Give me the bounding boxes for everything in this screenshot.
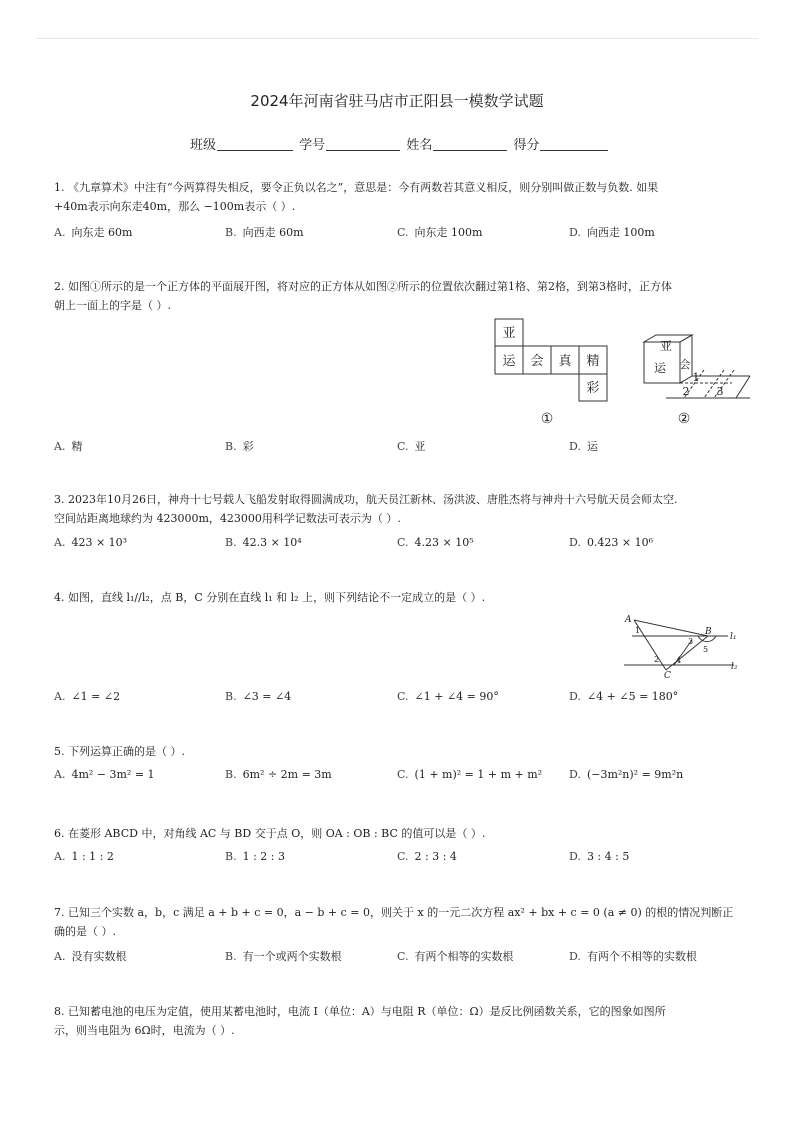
option-c[interactable]: C. 向东走 100m <box>397 226 483 239</box>
cell-number-3: 3 <box>716 385 724 398</box>
net-cell-hui: 会 <box>530 354 544 369</box>
question-text-line: 7. 已知三个实数 a，b，c 满足 a + b + c = 0，a − b + c = 0，则关于 x 的一元二次方程 ax² + bx + c = 0 (a ≠ 0) 的根的情况判断正 <box>54 906 734 919</box>
angle-2: 2 <box>654 655 660 664</box>
option-a[interactable]: A. 精 <box>54 440 83 453</box>
id-blank[interactable] <box>326 138 400 151</box>
option-c[interactable]: C. ∠1 + ∠4 = 90° <box>397 690 499 703</box>
question-1 <box>54 178 744 216</box>
option-d[interactable]: D. 3 : 4 : 5 <box>569 850 630 863</box>
question-3 <box>54 490 744 528</box>
question-8 <box>54 1002 744 1040</box>
question-text-line: 5. 下列运算正确的是（ ）. <box>54 745 185 758</box>
angle-1: 1 <box>635 626 641 635</box>
option-a[interactable]: A. 没有实数根 <box>54 950 127 963</box>
net-cell-yun: 运 <box>502 354 516 369</box>
net-cell-ya: 亚 <box>502 326 516 341</box>
question-7 <box>54 903 744 941</box>
option-c[interactable]: C. 亚 <box>397 440 426 453</box>
option-c[interactable]: C. 4.23 × 10⁵ <box>397 536 474 549</box>
figure-label-1: ① <box>540 411 554 427</box>
cell-number-1: 1 <box>692 371 700 384</box>
option-b[interactable]: B. 42.3 × 10⁴ <box>225 536 302 549</box>
option-d[interactable]: D. 向西走 100m <box>569 226 655 239</box>
question-6 <box>54 824 744 843</box>
question-text-line: 示，则当电阻为 6Ω时，电流为（ ）. <box>54 1024 235 1037</box>
option-c[interactable]: C. 2 : 3 : 4 <box>397 850 457 863</box>
question-3-options <box>54 536 754 554</box>
cube-top-ya: 亚 <box>659 339 673 353</box>
label-B: B <box>705 627 712 637</box>
option-a[interactable]: A. 423 × 10³ <box>54 536 128 549</box>
question-text-line: 8. 已知蓄电池的电压为定值，使用某蓄电池时，电流 I（单位：A）与电阻 R（单位：Ω）是反比例函数关系，它的图象如图所 <box>54 1005 666 1018</box>
score-blank[interactable] <box>540 138 608 151</box>
cube-side-hui: 会 <box>679 358 691 371</box>
option-d[interactable]: D. 0.423 × 10⁶ <box>569 536 654 549</box>
question-2 <box>54 277 744 315</box>
option-d[interactable]: D. ∠4 + ∠5 = 180° <box>569 690 679 703</box>
option-b[interactable]: B. 1 : 2 : 3 <box>225 850 285 863</box>
cube-position-figure <box>632 332 756 430</box>
option-b[interactable]: B. 有一个或两个实数根 <box>225 950 342 963</box>
question-5 <box>54 742 744 761</box>
question-text-line: 3. 2023年10月26日，神舟十七号载人飞船发射取得圆满成功，航天员江新林、汤洪波、唐胜杰将与神舟十六号航天员会师太空. <box>54 493 678 506</box>
label-C: C <box>664 671 671 681</box>
class-blank[interactable] <box>217 138 293 151</box>
page-title: 2024年河南省驻马店市正阳县一模数学试题 <box>250 92 544 110</box>
question-text-line: 1. 《九章算术》中注有“今两算得失相反，要令正负以名之”，意思是：今有两数若其意义相反，则分别叫做正数与负数. 如果 <box>54 181 659 194</box>
name-blank[interactable] <box>433 138 507 151</box>
label-A: A <box>625 615 632 625</box>
option-c[interactable]: C. (1 + m)² = 1 + m + m² <box>397 768 543 781</box>
net-cell-zhen: 真 <box>558 354 572 369</box>
question-text-line: 2. 如图①所示的是一个正方体的平面展开图，将对应的正方体从如图②所示的位置依次翻过第1格、第2格，到第3格时，正方体 <box>54 280 672 293</box>
cell-number-2: 2 <box>682 385 690 398</box>
class-label: 班级 <box>190 138 217 153</box>
option-c[interactable]: C. 有两个相等的实数根 <box>397 950 514 963</box>
option-a[interactable]: A. 向东走 60m <box>54 226 133 239</box>
angle-4: 4 <box>676 656 682 665</box>
label-l1: l₁ <box>730 632 737 642</box>
question-text-line: 4. 如图，直线 l₁//l₂，点 B，C 分别在直线 l₁ 和 l₂ 上，则下列结论不一定成立的是（ ）. <box>54 591 486 604</box>
cube-net-figure <box>490 315 620 430</box>
question-7-options <box>54 948 754 966</box>
option-a[interactable]: A. 1 : 1 : 2 <box>54 850 114 863</box>
option-a[interactable]: A. ∠1 = ∠2 <box>54 690 121 703</box>
header-divider <box>36 38 758 39</box>
question-text-line: 空间站距离地球约为 423000m，423000用科学记数法可表示为（ ）. <box>54 512 401 525</box>
question-5-options <box>54 768 754 786</box>
cube-front-yun: 运 <box>653 361 667 375</box>
student-info-line <box>190 134 610 153</box>
option-a[interactable]: A. 4m² − 3m² = 1 <box>54 768 155 781</box>
angle-5: 5 <box>703 645 709 654</box>
question-text-line: 确的是（ ）. <box>54 925 116 938</box>
option-d[interactable]: D. (−3m²n)² = 9m²n <box>569 768 684 781</box>
option-b[interactable]: B. 向西走 60m <box>225 226 304 239</box>
question-6-options <box>54 850 754 868</box>
parallel-lines-figure <box>618 612 748 682</box>
net-cell-jing: 精 <box>586 354 600 369</box>
question-1-options <box>54 224 754 242</box>
score-label: 得分 <box>513 138 540 153</box>
figure-label-2: ② <box>677 411 691 427</box>
option-b[interactable]: B. 彩 <box>225 440 254 453</box>
question-4 <box>54 588 744 607</box>
net-cell-cai: 彩 <box>586 381 600 396</box>
question-text-line: 6. 在菱形 ABCD 中，对角线 AC 与 BD 交于点 O，则 OA : OB : BC 的值可以是（ ）. <box>54 827 486 840</box>
option-b[interactable]: B. 6m² ÷ 2m = 3m <box>225 768 332 781</box>
question-4-options <box>54 690 754 708</box>
option-d[interactable]: D. 有两个不相等的实数根 <box>569 950 697 963</box>
option-b[interactable]: B. ∠3 = ∠4 <box>225 690 292 703</box>
name-label: 姓名 <box>406 138 433 153</box>
question-2-options <box>54 438 754 456</box>
option-d[interactable]: D. 运 <box>569 440 598 453</box>
question-text-line: +40m表示向东走40m，那么 −100m表示（ ）. <box>54 200 296 213</box>
question-text-line: 朝上一面上的字是（ ）. <box>54 299 171 312</box>
angle-3: 3 <box>688 637 694 646</box>
id-label: 学号 <box>299 138 326 153</box>
label-l2: l₂ <box>731 662 738 672</box>
